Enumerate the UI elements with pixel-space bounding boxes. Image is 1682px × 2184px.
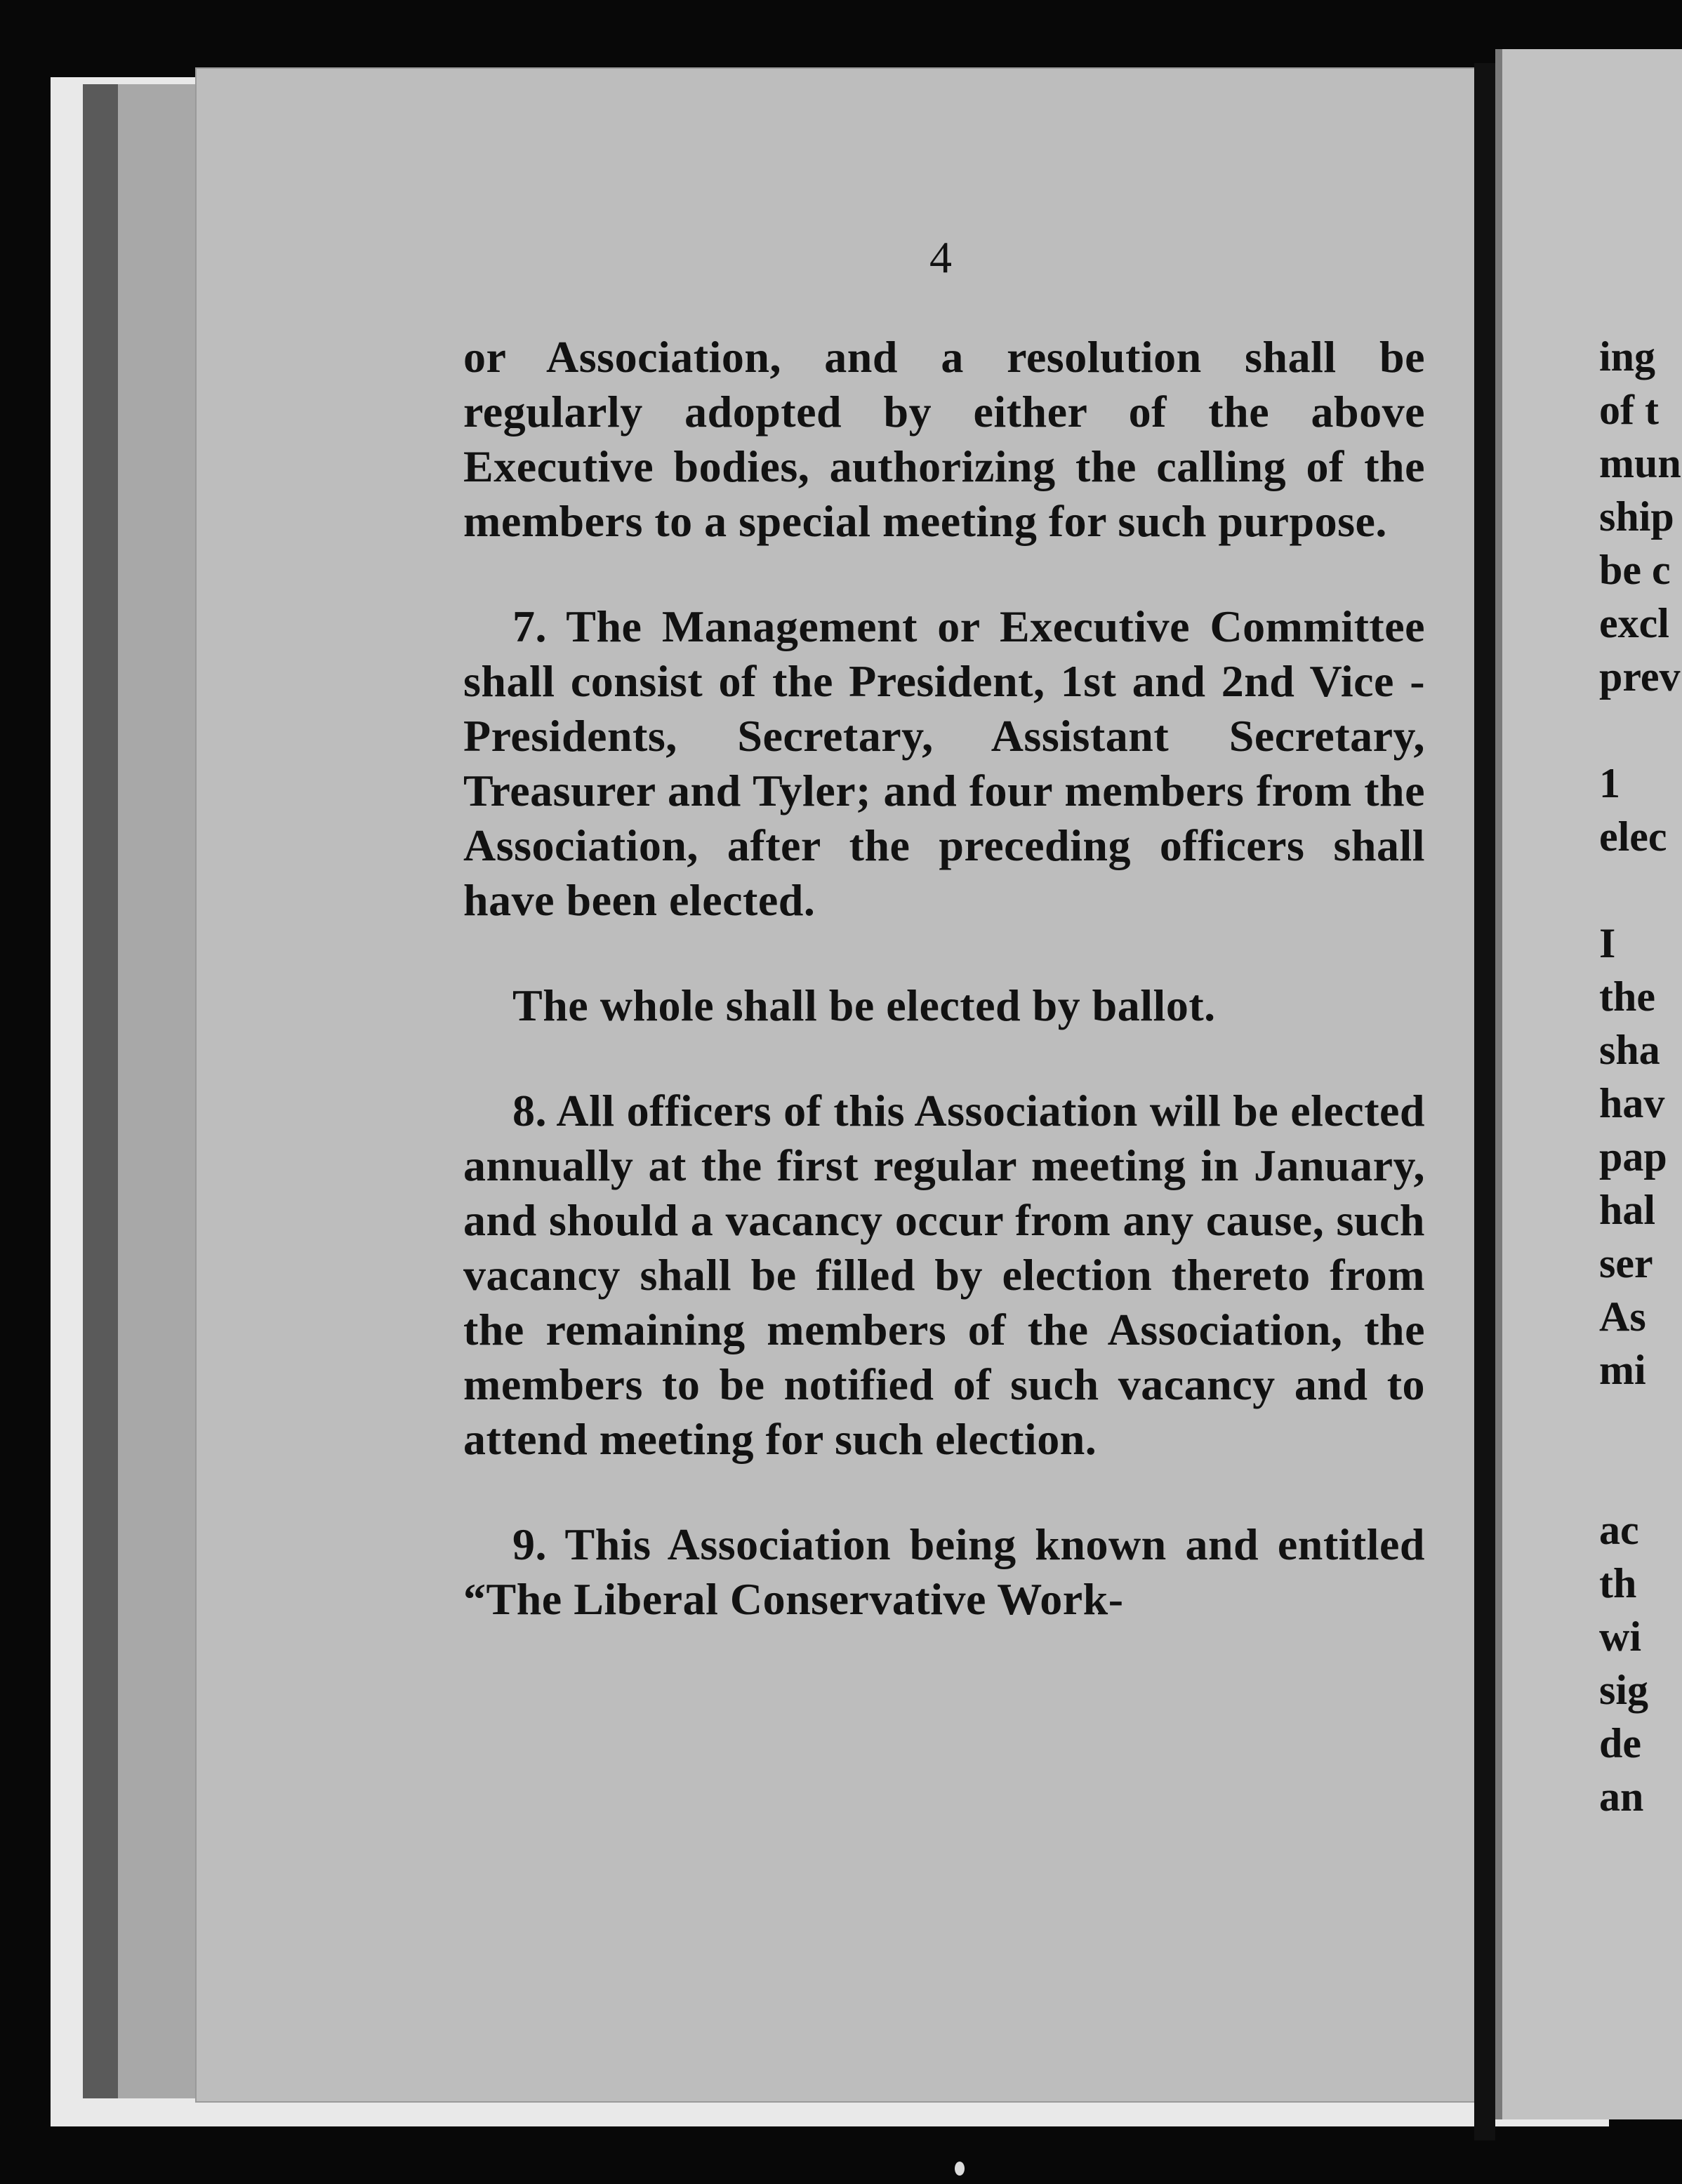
facing-line: mi	[1599, 1347, 1646, 1393]
paragraph-7: 7. The Management or Executive Committee shall consist of the President, 1st and 2nd Vice - Presidents, Secretary, Assistant Secretary, Treasurer and Tyler; and four members from the Association, after the preceding officers shall have been elected.	[463, 601, 1425, 925]
paragraph-8: 8. All officers of this Association will be elected annually at the first regular meeting in January, and should a vacancy occur from any cause, such vacancy shall be filled by election thereto from the remaining members of the Association, the members to be notified of such vacancy and to attend meeting for such election.	[463, 1086, 1425, 1464]
facing-line: ship	[1599, 493, 1674, 540]
page-number: 4	[929, 232, 952, 282]
page-gutter	[1474, 63, 1495, 2140]
facing-line: ser	[1599, 1240, 1653, 1286]
facing-line: ing	[1599, 333, 1656, 380]
spine-light-band	[118, 84, 195, 2098]
facing-line: hav	[1599, 1080, 1665, 1126]
facing-line	[1599, 1397, 1682, 1450]
facing-line: As	[1599, 1293, 1646, 1340]
facing-line: mun	[1599, 440, 1681, 486]
facing-line: the	[1599, 973, 1655, 1020]
facing-line: sig	[1599, 1667, 1649, 1713]
facing-line: an	[1599, 1773, 1644, 1820]
facing-line: excl	[1599, 600, 1669, 646]
facing-line: ac	[1599, 1507, 1639, 1553]
facing-line: pap	[1599, 1133, 1667, 1180]
facing-line: prev	[1599, 653, 1681, 700]
facing-line: elec	[1599, 813, 1667, 860]
facing-line: th	[1599, 1560, 1637, 1606]
facing-line: wi	[1599, 1613, 1641, 1660]
scan-artifact	[955, 2162, 965, 2176]
facing-line: hal	[1599, 1187, 1656, 1233]
page-body	[463, 330, 1425, 1677]
facing-line	[1599, 1450, 1682, 1503]
facing-line: de	[1599, 1720, 1641, 1766]
paragraph-ballot: The whole shall be elected by ballot.	[512, 980, 1216, 1030]
facing-page-text	[1599, 330, 1682, 1823]
spine-dark-band	[83, 84, 118, 2098]
facing-line: 1	[1599, 760, 1620, 806]
facing-line: of t	[1599, 387, 1659, 433]
facing-line: I	[1599, 920, 1616, 966]
facing-line: sha	[1599, 1027, 1660, 1073]
facing-line: be c	[1599, 547, 1671, 593]
facing-line	[1599, 703, 1682, 757]
facing-line	[1599, 863, 1682, 917]
paragraph-continuation: or Association, and a resolution shall be regularly adopted by either of the above Executive bodies, authorizing the calling of the members to a special meeting for such purpose.	[463, 332, 1425, 546]
paragraph-9: 9. This Association being known and entitled “The Liberal Conservative Work-	[463, 1519, 1425, 1624]
